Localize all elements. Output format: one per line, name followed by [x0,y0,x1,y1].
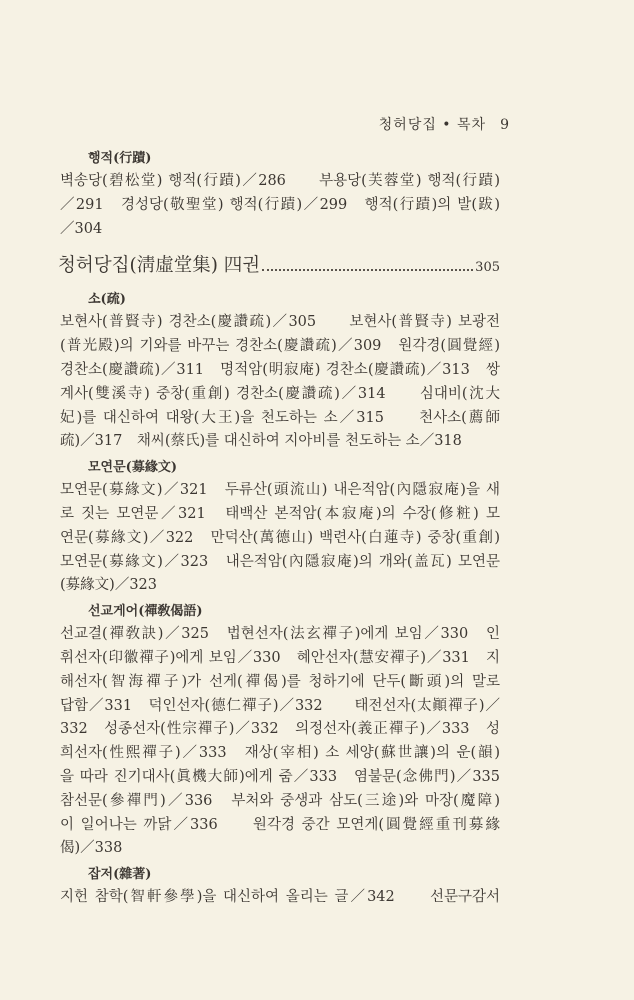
toc-entry-line: 모연문(募緣文)／321 두류산(頭流山) 내은적암(內隱寂庵)을 새 [60,482,500,499]
toc-entry-line: 희선자(性熙禪子)／333 재상(宰相) 소 세양(蘇世讓)의 운(韻) [60,745,500,762]
volume-title: 청허당집(淸虛堂集) 四권 [58,255,261,277]
volume-page: 305 [475,260,500,276]
running-header-title: 청허당집 • 목차 [378,117,487,133]
toc-entry-line: 로 짓는 모연문／321 태백산 본적암(本寂庵)의 수장(修粧) 모 [60,505,500,522]
page-number: 9 [500,117,510,133]
toc-entry-line: 이 일어나는 까닭／336 원각경 중간 모연게(圓覺經重刊募緣 [60,816,500,833]
toc-entry-line: 지헌 참학(智軒參學)을 대신하여 올리는 글／342 선문구감서 [60,889,500,906]
toc-entry-line: ／291 경성당(敬聖堂) 행적(行蹟)／299 행적(行蹟)의 발(跋) [60,196,500,213]
section-heading: 소(疏) [88,292,126,308]
toc-entry-line: 을 따라 진기대사(眞機大師)에게 줌／333 염불문(念佛門)／335 [60,768,500,785]
toc-entry-line: 경찬소(慶讚疏)／311 명적암(明寂庵) 경찬소(慶讚疏)／313 쌍 [60,361,500,378]
toc-entry-line: 偈)／338 [60,840,123,857]
toc-entry-line: 계사(雙溪寺) 중창(重創) 경찬소(慶讚疏)／314 심대비(沈大 [60,385,500,402]
table-of-contents [60,145,500,910]
toc-entry-line: 답함／331 덕인선자(德仁禪子)／332 태전선자(太顚禪子)／ [60,697,500,714]
toc-entry-line: 妃)를 대신하여 대왕(大王)을 천도하는 소／315 천사소(薦師 [60,409,500,426]
toc-sections-after [60,289,500,910]
toc-entry-line: (募緣文)／323 [60,577,157,594]
toc-entry-line: 해선자(智海禪子)가 선게(禪偈)를 청하기에 단두(斷頭)의 말로 [60,673,500,690]
toc-entry-line: 선교결(禪敎訣)／325 법현선자(法玄禪子)에게 보임／330 인 [60,626,500,643]
toc-entry-line: (普光殿)의 기와를 바꾸는 경찬소(慶讚疏)／309 원각경(圓覺經) [60,338,500,355]
toc-entry-line: 연문(募緣文)／322 만덕산(萬德山) 백련사(白蓮寺) 중창(重創) [60,529,500,546]
dot-leader [262,269,473,271]
running-header [379,114,510,134]
toc-entry-line: 참선문(參禪門)／336 부처와 중생과 삼도(三途)와 마장(魔障) [60,792,500,809]
section-heading: 선교게어(禪敎偈語) [88,604,203,620]
toc-entry-line: ／304 [60,220,103,237]
toc-entry-line: 휘선자(印徽禪子)에게 보임／330 혜안선자(慧安禪子)／331 지 [60,649,500,666]
toc-entry-line: 모연문(募緣文)／323 내은적암(內隱寂庵)의 개와(盖瓦) 모연문 [60,553,500,570]
section-heading: 행적(行蹟) [88,151,152,166]
toc-entry-line: 벽송당(碧松堂) 행적(行蹟)／286 부용당(芙蓉堂) 행적(行蹟) [60,173,500,189]
section-heading: 잡저(雜著) [88,867,152,883]
section-heading: 모연문(募緣文) [88,460,177,476]
toc-entry-line: 보현사(普賢寺) 경찬소(慶讚疏)／305 보현사(普賢寺) 보광전 [60,314,500,331]
toc-entry-line: 332 성종선자(性宗禪子)／332 의정선자(義正禪子)／333 성 [60,721,500,738]
toc-sections-before [60,148,500,241]
volume-heading [58,253,500,281]
toc-entry-line: 疏)／317 채씨(蔡氏)를 대신하여 지아비를 천도하는 소／318 [60,433,462,450]
